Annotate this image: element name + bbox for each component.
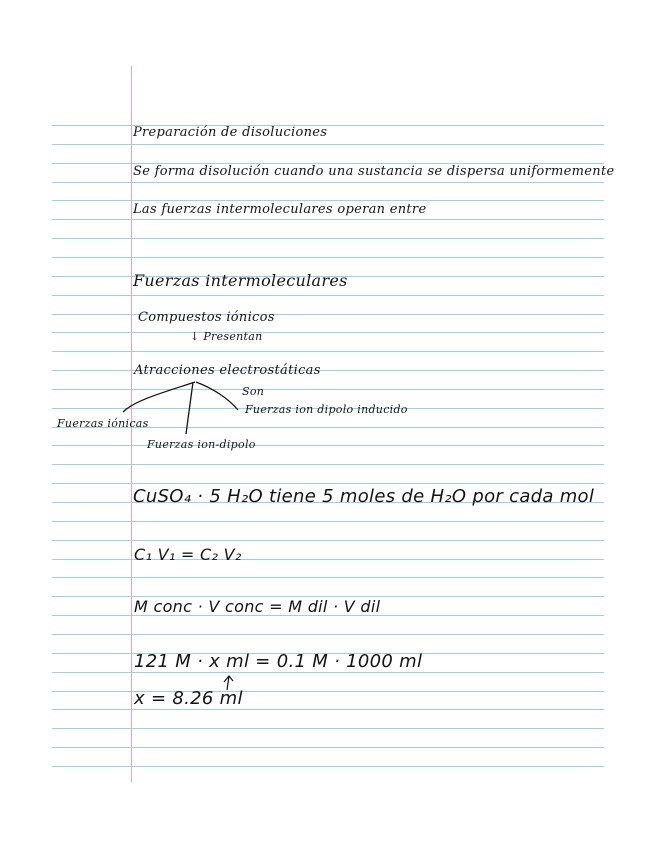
ionic-forces-label: Fuerzas iónicas	[57, 417, 149, 430]
branch-left-line	[123, 382, 195, 412]
branch-middle-line	[186, 382, 193, 434]
ionic-compounds-label: Compuestos iónicos	[138, 310, 275, 325]
substitution-equation: 121 M · x ml = 0.1 M · 1000 ml	[134, 651, 423, 672]
son-label: Son	[242, 385, 265, 398]
presentan-label: ↓ Presentan	[190, 330, 263, 343]
note-line-dissolution: Se forma disolución cuando una sustancia se dispersa uniformemente	[133, 164, 615, 179]
ion-induced-dipole-label: Fuerzas ion dipolo inducido	[245, 403, 408, 416]
heading-intermolecular-forces: Fuerzas intermoleculares	[133, 271, 348, 290]
branch-right-line	[196, 382, 238, 410]
ion-dipole-label: Fuerzas ion-dipolo	[147, 438, 256, 451]
section-title: Preparación de disoluciones	[133, 125, 328, 140]
dilution-formula: C₁ V₁ = C₂ V₂	[134, 545, 242, 564]
electrostatic-attractions-label: Atracciones electrostáticas	[134, 363, 321, 378]
result-value: x = 8.26 ml	[134, 688, 243, 709]
hydrate-statement: CuSO₄ · 5 H₂O tiene 5 moles de H₂O por cada mol	[133, 486, 595, 507]
note-line-forces: Las fuerzas intermoleculares operan entre	[133, 202, 427, 217]
molarity-formula: M conc · V conc = M dil · V dil	[134, 597, 381, 616]
